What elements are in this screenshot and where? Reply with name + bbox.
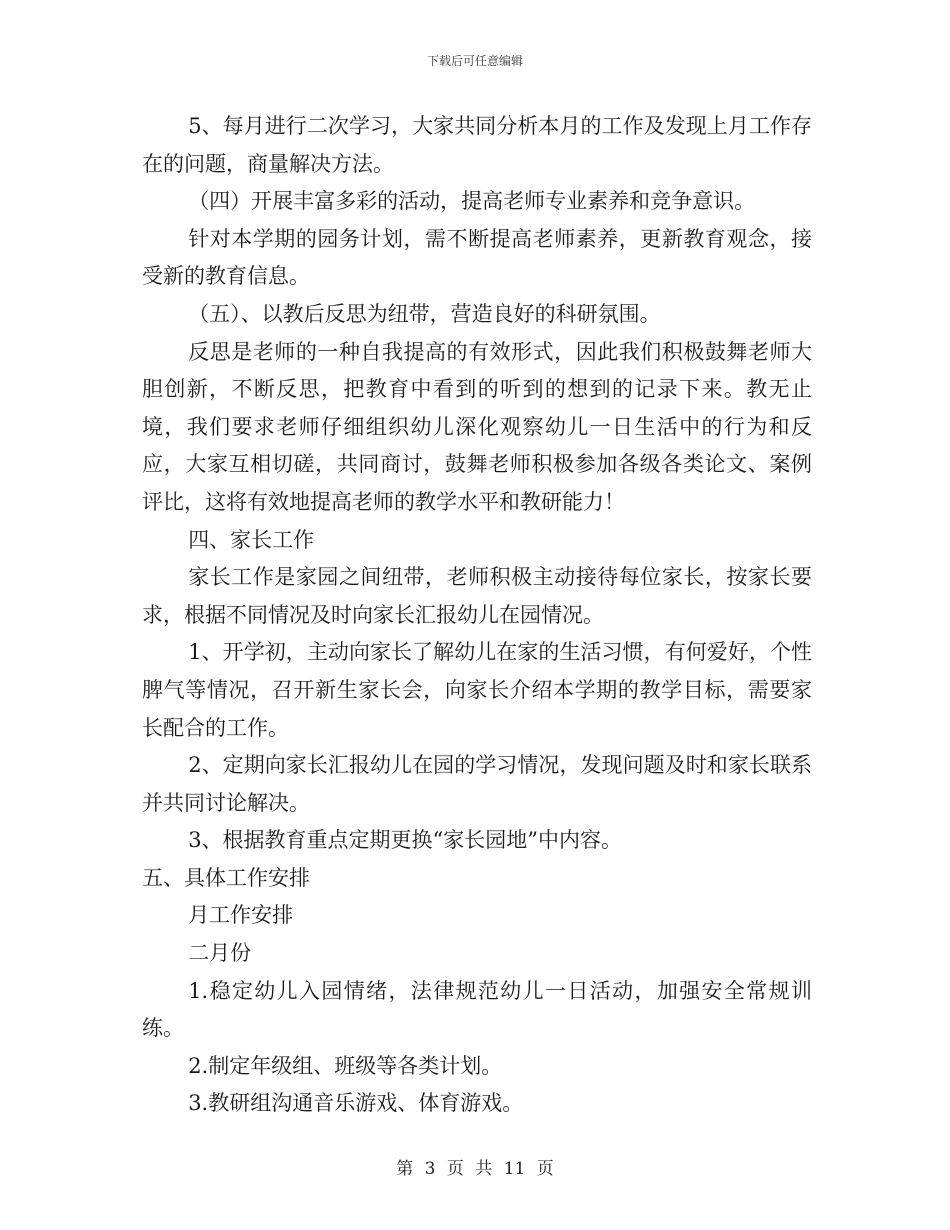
paragraph: 针对本学期的园务计划，需不断提高老师素养，更新教育观念，接受新的教育信息。 — [142, 226, 812, 289]
list-item: 1.稳定幼儿入园情绪，法律规范幼儿一日活动，加强安全常规训练。 — [142, 978, 812, 1041]
paragraph: 家长工作是家园之间纽带，老师积极主动接待每位家长，按家长要求，根据不同情况及时向家长汇报幼儿在园情况。 — [142, 565, 812, 627]
paragraph: 1、开学初，主动向家长了解幼儿在家的生活习惯，有何爱好，个性脾气等情况，召开新生家长会，向家长介绍本学期的教学目标，需要家长配合的工作。 — [142, 640, 812, 740]
paragraph: 5、每月进行二次学习，大家共同分析本月的工作及发现上月工作存在的问题，商量解决方法。 — [142, 114, 812, 176]
subheading: 二月份 — [188, 941, 252, 966]
page-header: 下载后可任意编辑 — [426, 54, 523, 68]
document-body — [142, 108, 812, 1123]
paragraph: 3、根据教育重点定期更换“家长园地”中内容。 — [188, 828, 623, 853]
paragraph: （五）、以教后反思为纽带，营造良好的科研氛围。 — [188, 301, 661, 326]
list-item: 2.制定年级组、班级等各类计划。 — [188, 1053, 503, 1078]
section-heading: 四、家长工作 — [188, 527, 315, 552]
paragraph: 2、定期向家长汇报幼儿在园的学习情况，发现问题及时和家长联系并共同讨论解决。 — [142, 753, 812, 815]
section-heading: 五、具体工作安排 — [142, 865, 310, 890]
page-footer: 第 3 页 共 11 页 — [396, 1159, 554, 1179]
paragraph: 反思是老师的一种自我提高的有效形式，因此我们积极鼓舞老师大胆创新，不断反思，把教育中看到的听到的想到的记录下来。教无止境，我们要求老师仔细组织幼儿深化观察幼儿一日生活中的行为和反应，大家互相切磋，共同商讨，鼓舞老师积极参加各级各类论文、案例评比，这将有效地提高老师的教学水平和教研能力！ — [142, 339, 812, 514]
list-item: 3.教研组沟通音乐游戏、体育游戏。 — [188, 1091, 524, 1116]
paragraph: （四）开展丰富多彩的活动，提高老师专业素养和竞争意识。 — [188, 189, 756, 214]
subheading: 月工作安排 — [188, 903, 294, 928]
